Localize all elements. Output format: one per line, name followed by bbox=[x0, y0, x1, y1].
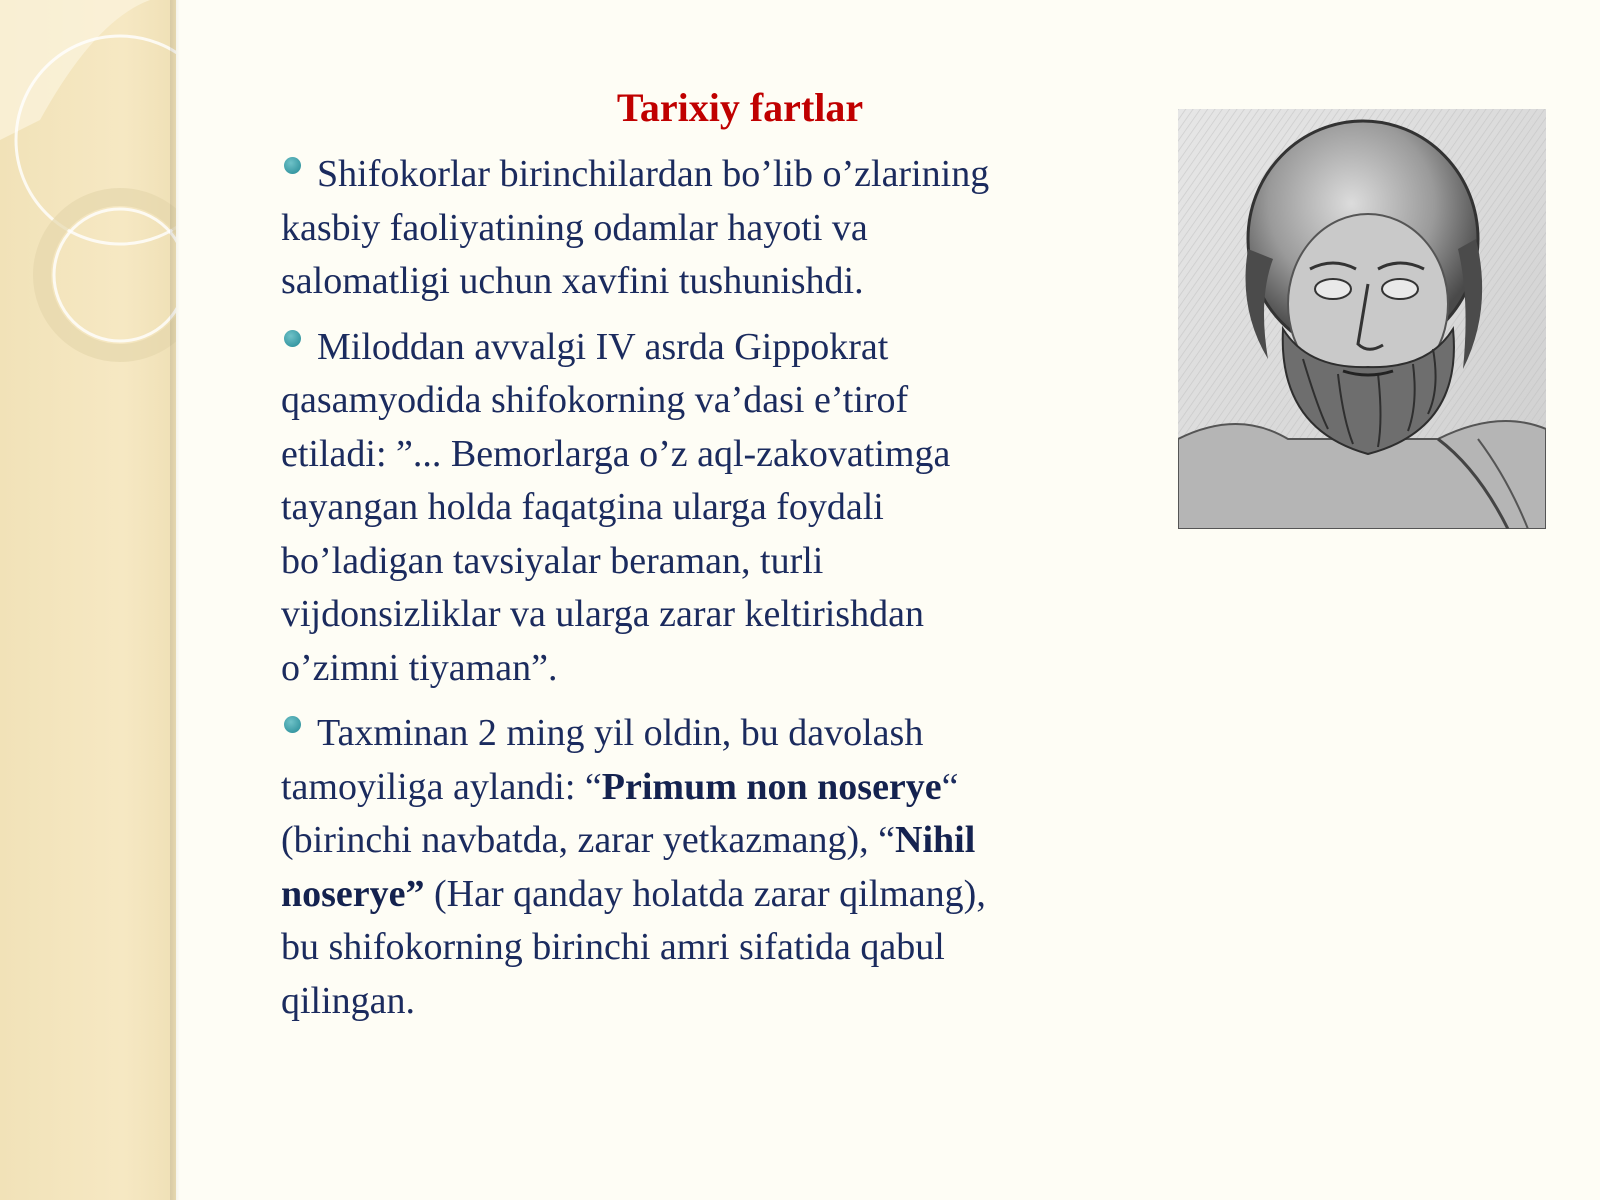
bullet-line: qilingan. bbox=[281, 979, 416, 1022]
bullet-item bbox=[281, 321, 1131, 696]
bullet-line: qasamyodida shifokorning va’dasi e’tirof bbox=[281, 379, 909, 421]
bullet-line: etiladi: ”... Bemorlarga o’z aql-zakovatimga bbox=[281, 432, 951, 475]
bullet-line bbox=[281, 814, 1131, 868]
bullet-line: tayangan holda faqatgina ularga foydali bbox=[281, 486, 884, 528]
bullet-line: Shifokorlar birinchilardan bo’lib o’zlarining bbox=[317, 153, 990, 195]
text-run: (birinchi navbatda, zarar yetkazmang), “ bbox=[281, 819, 896, 861]
bullet-dot-icon bbox=[284, 157, 301, 174]
side-band-shadow bbox=[170, 0, 180, 1200]
bullet-line: Taxminan 2 ming yil oldin, bu davolash bbox=[317, 712, 924, 754]
bullet-line bbox=[281, 761, 1131, 815]
latin-phrase: Nihil bbox=[895, 819, 976, 861]
slide-body bbox=[281, 148, 1131, 1040]
slide-title: Tarixiy fartlar bbox=[616, 85, 864, 130]
bullet-line: bo’ladigan tavsiyalar beraman, turli bbox=[281, 539, 824, 582]
bullet-dot-icon bbox=[284, 716, 301, 733]
latin-phrase: Primum non noserye bbox=[601, 765, 942, 808]
bullet-line: bu shifokorning birinchi amri sifatida qabul bbox=[281, 926, 945, 968]
bullet-line bbox=[281, 868, 1131, 922]
bullet-dot-icon bbox=[284, 330, 301, 347]
decorative-side-band bbox=[0, 0, 176, 1200]
bullet-line: salomatligi uchun xavfini tushunishdi. bbox=[281, 260, 864, 302]
text-run: “ bbox=[941, 765, 959, 808]
bust-portrait-icon bbox=[1178, 109, 1546, 529]
text-run: tamoyiliga aylandi: “ bbox=[281, 765, 602, 808]
bullet-item bbox=[281, 148, 1131, 309]
bullet-line: vijdonsizliklar va ularga zarar keltirishdan bbox=[281, 593, 924, 635]
latin-phrase: noserye” bbox=[281, 872, 425, 915]
bullet-line: kasbiy faoliyatining odamlar hayoti va bbox=[281, 206, 868, 249]
text-run: (Har qanday holatda zarar qilmang), bbox=[424, 872, 986, 915]
decorative-rings-icon bbox=[0, 0, 176, 420]
bullet-line: o’zimni tiyaman”. bbox=[281, 646, 558, 689]
bullet-line: Miloddan avvalgi IV asrda Gippokrat bbox=[317, 325, 889, 368]
bullet-item bbox=[281, 707, 1131, 1028]
